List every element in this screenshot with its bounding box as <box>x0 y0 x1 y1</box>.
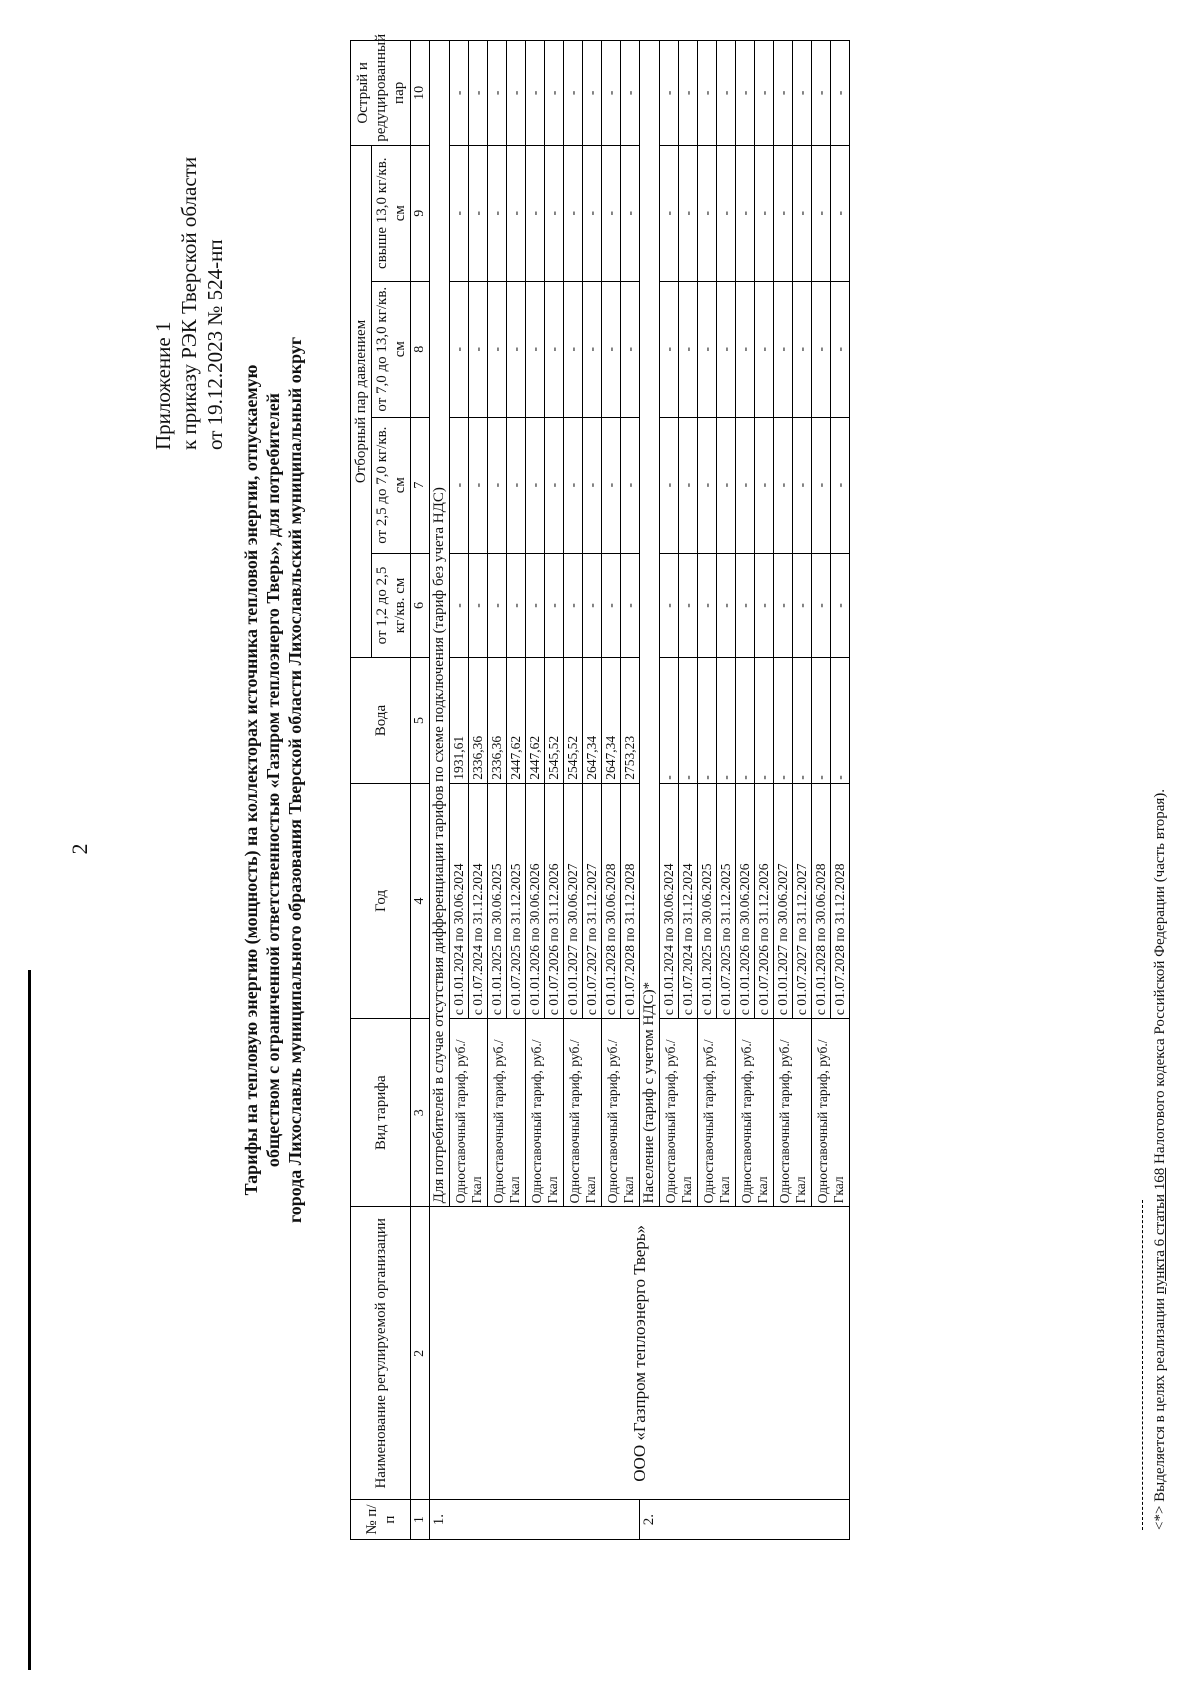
steam-value-p4: - <box>450 145 469 281</box>
water-value: 2336,36 <box>488 658 507 784</box>
steam-value-p1: - <box>602 553 621 658</box>
section-number: 2. <box>640 1500 850 1540</box>
steam-value-p2: - <box>621 417 640 553</box>
header-vid: Вид тарифа <box>351 1019 411 1207</box>
tariff-type: Одноставочный тариф, руб./Гкал <box>450 1019 488 1207</box>
water-value: 2647,34 <box>602 658 621 784</box>
page-number: 2 <box>67 843 92 855</box>
header-p1: от 1,2 до 2,5 кг/кв. см <box>372 553 411 658</box>
col-number: 10 <box>411 41 430 146</box>
steam-value-p2: - <box>469 417 488 553</box>
header-voda: Вода <box>351 658 411 784</box>
steam-value-p2: - <box>774 417 793 553</box>
water-value: 2753,23 <box>621 658 640 784</box>
tariff-type: Одноставочный тариф, руб./Гкал <box>564 1019 602 1207</box>
water-value: - <box>793 658 812 784</box>
steam-value-ostr: - <box>774 41 793 146</box>
steam-value-p3: - <box>488 281 507 417</box>
col-number: 8 <box>411 281 430 417</box>
tariff-type: Одноставочный тариф, руб./Гкал <box>736 1019 774 1207</box>
tariff-type: Одноставочный тариф, руб./Гкал <box>660 1019 698 1207</box>
steam-value-p1: - <box>507 553 526 658</box>
period-cell: с 01.01.2027 по 30.06.2027 <box>564 783 583 1018</box>
steam-value-ostr: - <box>698 41 717 146</box>
steam-value-ostr: - <box>545 41 564 146</box>
steam-value-ostr: - <box>526 41 545 146</box>
water-value: 1931,61 <box>450 658 469 784</box>
steam-value-p1: - <box>488 553 507 658</box>
title-line-3: города Лихославль муниципального образования Тверской области Лихославльский муниципальный округ <box>285 336 305 1224</box>
steam-value-p2: - <box>679 417 698 553</box>
period-cell: с 01.07.2025 по 31.12.2025 <box>507 783 526 1018</box>
steam-value-ostr: - <box>717 41 736 146</box>
header-p2: от 2,5 до 7,0 кг/кв. см <box>372 417 411 553</box>
steam-value-p2: - <box>755 417 774 553</box>
steam-value-p1: - <box>526 553 545 658</box>
header-god: Год <box>351 783 411 1018</box>
steam-value-p2: - <box>793 417 812 553</box>
steam-value-p2: - <box>450 417 469 553</box>
steam-value-p4: - <box>469 145 488 281</box>
steam-value-p3: - <box>507 281 526 417</box>
steam-value-p1: - <box>679 553 698 658</box>
steam-value-p2: - <box>583 417 602 553</box>
water-value: - <box>774 658 793 784</box>
period-cell: с 01.01.2027 по 30.06.2027 <box>774 783 793 1018</box>
period-cell: с 01.01.2028 по 30.06.2028 <box>602 783 621 1018</box>
water-value: - <box>660 658 679 784</box>
steam-value-p2: - <box>717 417 736 553</box>
col-number: 4 <box>411 783 430 1018</box>
appendix-line-1: Приложение 1 <box>151 321 175 450</box>
water-value: - <box>831 658 850 784</box>
period-cell: с 01.07.2024 по 31.12.2024 <box>679 783 698 1018</box>
header-org: Наименование регулируемой организации <box>351 1207 411 1500</box>
footnote-prefix: <*> Выделяется в целях реализации <box>1152 1294 1168 1530</box>
steam-value-p3: - <box>564 281 583 417</box>
steam-value-p4: - <box>755 145 774 281</box>
steam-value-p4: - <box>698 145 717 281</box>
steam-value-p4: - <box>717 145 736 281</box>
steam-value-p1: - <box>469 553 488 658</box>
steam-value-p3: - <box>698 281 717 417</box>
steam-value-p1: - <box>717 553 736 658</box>
steam-value-p3: - <box>602 281 621 417</box>
steam-value-ostr: - <box>793 41 812 146</box>
steam-value-p2: - <box>602 417 621 553</box>
steam-value-p1: - <box>660 553 679 658</box>
steam-value-p3: - <box>831 281 850 417</box>
period-cell: с 01.07.2028 по 31.12.2028 <box>831 783 850 1018</box>
column-numbers-row <box>411 41 430 1540</box>
col-number: 9 <box>411 145 430 281</box>
steam-value-p3: - <box>793 281 812 417</box>
steam-value-p2: - <box>488 417 507 553</box>
steam-value-p4: - <box>621 145 640 281</box>
title-line-1: Тарифы на тепловую энергию (мощность) на коллекторах источника тепловой энергии, отпускаемую <box>241 364 261 1196</box>
footnote-link[interactable]: пункта 6 статьи 168 <box>1152 1167 1168 1295</box>
steam-value-p1: - <box>812 553 831 658</box>
appendix-line-3: от 19.12.2023 № 524-нп <box>203 239 227 450</box>
col-number: 5 <box>411 658 430 784</box>
steam-value-p2: - <box>831 417 850 553</box>
col-number: 3 <box>411 1019 430 1207</box>
steam-value-p4: - <box>583 145 602 281</box>
steam-value-p4: - <box>660 145 679 281</box>
water-value: - <box>812 658 831 784</box>
period-cell: с 01.01.2026 по 30.06.2026 <box>736 783 755 1018</box>
steam-value-p1: - <box>736 553 755 658</box>
section-row <box>430 41 450 1540</box>
footnote-separator <box>1142 1200 1143 1530</box>
steam-value-p1: - <box>793 553 812 658</box>
period-cell: с 01.07.2027 по 31.12.2027 <box>583 783 602 1018</box>
steam-value-p3: - <box>526 281 545 417</box>
appendix-line-2: к приказу РЭК Тверской области <box>177 156 201 450</box>
water-value: - <box>736 658 755 784</box>
water-value: - <box>755 658 774 784</box>
tariff-table-body <box>430 41 850 1540</box>
steam-value-p4: - <box>564 145 583 281</box>
steam-value-ostr: - <box>564 41 583 146</box>
steam-value-p1: - <box>564 553 583 658</box>
period-cell: с 01.01.2025 по 30.06.2025 <box>488 783 507 1018</box>
steam-value-p1: - <box>774 553 793 658</box>
steam-value-ostr: - <box>660 41 679 146</box>
steam-value-p3: - <box>469 281 488 417</box>
organization-name: ООО «Газпром теплоэнерго Тверь» <box>430 1207 850 1500</box>
tariff-type: Одноставочный тариф, руб./Гкал <box>602 1019 640 1207</box>
water-value: - <box>679 658 698 784</box>
steam-value-p1: - <box>698 553 717 658</box>
steam-value-p1: - <box>583 553 602 658</box>
header-p3: от 7,0 до 13,0 кг/кв. см <box>372 281 411 417</box>
steam-value-p2: - <box>736 417 755 553</box>
steam-value-ostr: - <box>812 41 831 146</box>
steam-value-p3: - <box>621 281 640 417</box>
steam-value-ostr: - <box>736 41 755 146</box>
water-value: 2447,62 <box>526 658 545 784</box>
tariff-type: Одноставочный тариф, руб./Гкал <box>698 1019 736 1207</box>
water-value: - <box>698 658 717 784</box>
water-value: 2545,52 <box>564 658 583 784</box>
steam-value-p3: - <box>717 281 736 417</box>
steam-value-p4: - <box>679 145 698 281</box>
steam-value-ostr: - <box>755 41 774 146</box>
steam-value-p2: - <box>698 417 717 553</box>
steam-value-ostr: - <box>831 41 850 146</box>
period-cell: с 01.01.2028 по 30.06.2028 <box>812 783 831 1018</box>
section-title: Население (тариф с учетом НДС)* <box>640 41 660 1207</box>
period-cell: с 01.07.2027 по 31.12.2027 <box>793 783 812 1018</box>
col-number: 2 <box>411 1207 430 1500</box>
title-line-2: обществом с ограниченной ответственностью «Газпром теплоэнерго Тверь», для потребителей <box>263 392 283 1168</box>
steam-value-p4: - <box>793 145 812 281</box>
period-cell: с 01.01.2024 по 30.06.2024 <box>660 783 679 1018</box>
footnote-suffix: Налогового кодекса Российской Федерации (часть вторая). <box>1152 788 1168 1168</box>
steam-value-p3: - <box>812 281 831 417</box>
steam-value-ostr: - <box>488 41 507 146</box>
col-number: 1 <box>411 1500 430 1540</box>
col-number: 6 <box>411 553 430 658</box>
header-ostr: Острый и редуцированный пар <box>351 41 411 146</box>
steam-value-p4: - <box>488 145 507 281</box>
steam-value-p2: - <box>507 417 526 553</box>
steam-value-ostr: - <box>583 41 602 146</box>
steam-value-ostr: - <box>602 41 621 146</box>
footnote <box>1152 30 1169 1530</box>
period-cell: с 01.07.2025 по 31.12.2025 <box>717 783 736 1018</box>
document-title <box>240 0 306 1560</box>
steam-value-p3: - <box>679 281 698 417</box>
period-cell: с 01.01.2025 по 30.06.2025 <box>698 783 717 1018</box>
steam-value-p1: - <box>755 553 774 658</box>
appendix-block <box>150 10 228 450</box>
steam-value-p1: - <box>545 553 564 658</box>
tariff-type: Одноставочный тариф, руб./Гкал <box>774 1019 812 1207</box>
period-cell: с 01.07.2026 по 31.12.2026 <box>545 783 564 1018</box>
steam-value-p1: - <box>831 553 850 658</box>
steam-value-ostr: - <box>679 41 698 146</box>
water-value: 2545,52 <box>545 658 564 784</box>
steam-value-p4: - <box>831 145 850 281</box>
water-value: 2447,62 <box>507 658 526 784</box>
period-cell: с 01.07.2026 по 31.12.2026 <box>755 783 774 1018</box>
steam-value-p2: - <box>564 417 583 553</box>
steam-value-ostr: - <box>507 41 526 146</box>
header-p4: свыше 13,0 кг/кв. см <box>372 145 411 281</box>
section-title: Для потребителей в случае отсутствия дифференциации тарифов по схеме подключения (тариф без учета НДС) <box>430 41 450 1207</box>
steam-value-ostr: - <box>621 41 640 146</box>
steam-value-p4: - <box>545 145 564 281</box>
steam-value-p3: - <box>774 281 793 417</box>
tariff-table <box>350 33 850 1540</box>
steam-value-p2: - <box>812 417 831 553</box>
tariff-type: Одноставочный тариф, руб./Гкал <box>526 1019 564 1207</box>
steam-value-p2: - <box>526 417 545 553</box>
col-number: 7 <box>411 417 430 553</box>
period-cell: с 01.07.2028 по 31.12.2028 <box>621 783 640 1018</box>
water-value: 2336,36 <box>469 658 488 784</box>
steam-value-ostr: - <box>450 41 469 146</box>
steam-value-ostr: - <box>469 41 488 146</box>
water-value: 2647,34 <box>583 658 602 784</box>
period-cell: с 01.01.2024 по 30.06.2024 <box>450 783 469 1018</box>
steam-value-p3: - <box>736 281 755 417</box>
steam-value-p4: - <box>736 145 755 281</box>
tariff-type: Одноставочный тариф, руб./Гкал <box>488 1019 526 1207</box>
steam-value-p3: - <box>583 281 602 417</box>
scan-edge-line <box>28 970 31 1670</box>
steam-value-p3: - <box>450 281 469 417</box>
steam-value-p4: - <box>526 145 545 281</box>
tariff-type: Одноставочный тариф, руб./Гкал <box>812 1019 850 1207</box>
water-value: - <box>717 658 736 784</box>
period-cell: с 01.01.2026 по 30.06.2026 <box>526 783 545 1018</box>
steam-value-p1: - <box>621 553 640 658</box>
steam-value-p3: - <box>660 281 679 417</box>
section-number: 1. <box>430 1500 640 1540</box>
header-otbor: Отборный пар давлением <box>351 145 372 658</box>
steam-value-p4: - <box>812 145 831 281</box>
steam-value-p4: - <box>602 145 621 281</box>
document-sheet <box>130 0 1190 1560</box>
steam-value-p2: - <box>660 417 679 553</box>
steam-value-p1: - <box>450 553 469 658</box>
steam-value-p2: - <box>545 417 564 553</box>
steam-value-p4: - <box>507 145 526 281</box>
steam-value-p3: - <box>755 281 774 417</box>
period-cell: с 01.07.2024 по 31.12.2024 <box>469 783 488 1018</box>
steam-value-p4: - <box>774 145 793 281</box>
steam-value-p3: - <box>545 281 564 417</box>
header-num: № п/п <box>351 1500 411 1540</box>
